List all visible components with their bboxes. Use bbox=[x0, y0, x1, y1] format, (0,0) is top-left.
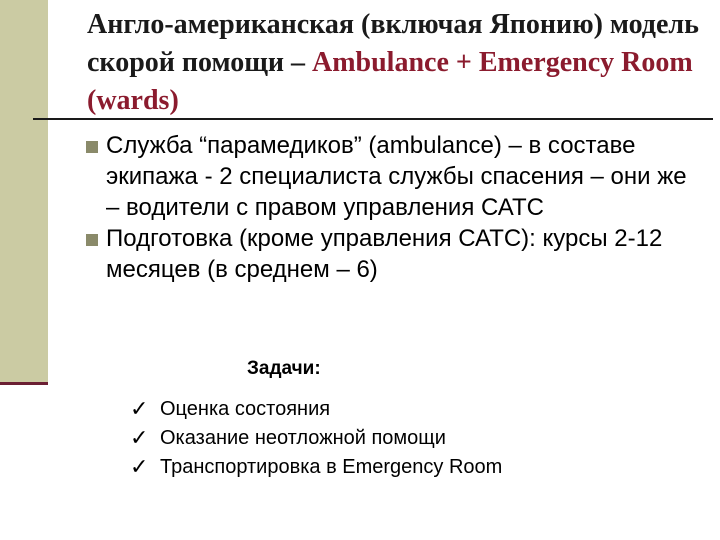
tasks-heading: Задачи: bbox=[247, 358, 321, 379]
task-text: Оценка состояния bbox=[160, 398, 331, 420]
side-band-edge-line bbox=[0, 382, 48, 385]
bullet-text: Подготовка (кроме управления САТС): курсы 2-12 месяцев (в среднем – 6) bbox=[106, 225, 663, 283]
task-text: Транспортировка в Emergency Room bbox=[160, 456, 503, 478]
task-text: Оказание неотложной помощи bbox=[160, 427, 446, 449]
square-bullet-icon bbox=[86, 141, 98, 153]
task-item bbox=[130, 424, 502, 453]
bullet-item bbox=[85, 223, 705, 285]
decorative-side-band bbox=[0, 0, 48, 382]
bullet-item bbox=[85, 130, 705, 223]
slide-title bbox=[87, 6, 712, 120]
checkmark-icon: ✓ bbox=[130, 426, 149, 451]
title-plain: Англо-американская (включая Японию) модель скорой помощи – bbox=[87, 9, 699, 78]
title-accent: Ambulance + Emergency Room (wards) bbox=[87, 47, 693, 116]
title-divider bbox=[33, 118, 713, 120]
bullet-text: Служба “парамедиков” (ambulance) – в составе экипажа - 2 специалиста службы спасения – они же – водители с правом управления САТС bbox=[106, 132, 687, 221]
bullet-list bbox=[85, 130, 705, 285]
task-item bbox=[130, 453, 502, 482]
checkmark-icon: ✓ bbox=[130, 397, 149, 422]
square-bullet-icon bbox=[86, 234, 98, 246]
task-item bbox=[130, 395, 502, 424]
task-list bbox=[130, 395, 502, 482]
checkmark-icon: ✓ bbox=[130, 455, 149, 480]
